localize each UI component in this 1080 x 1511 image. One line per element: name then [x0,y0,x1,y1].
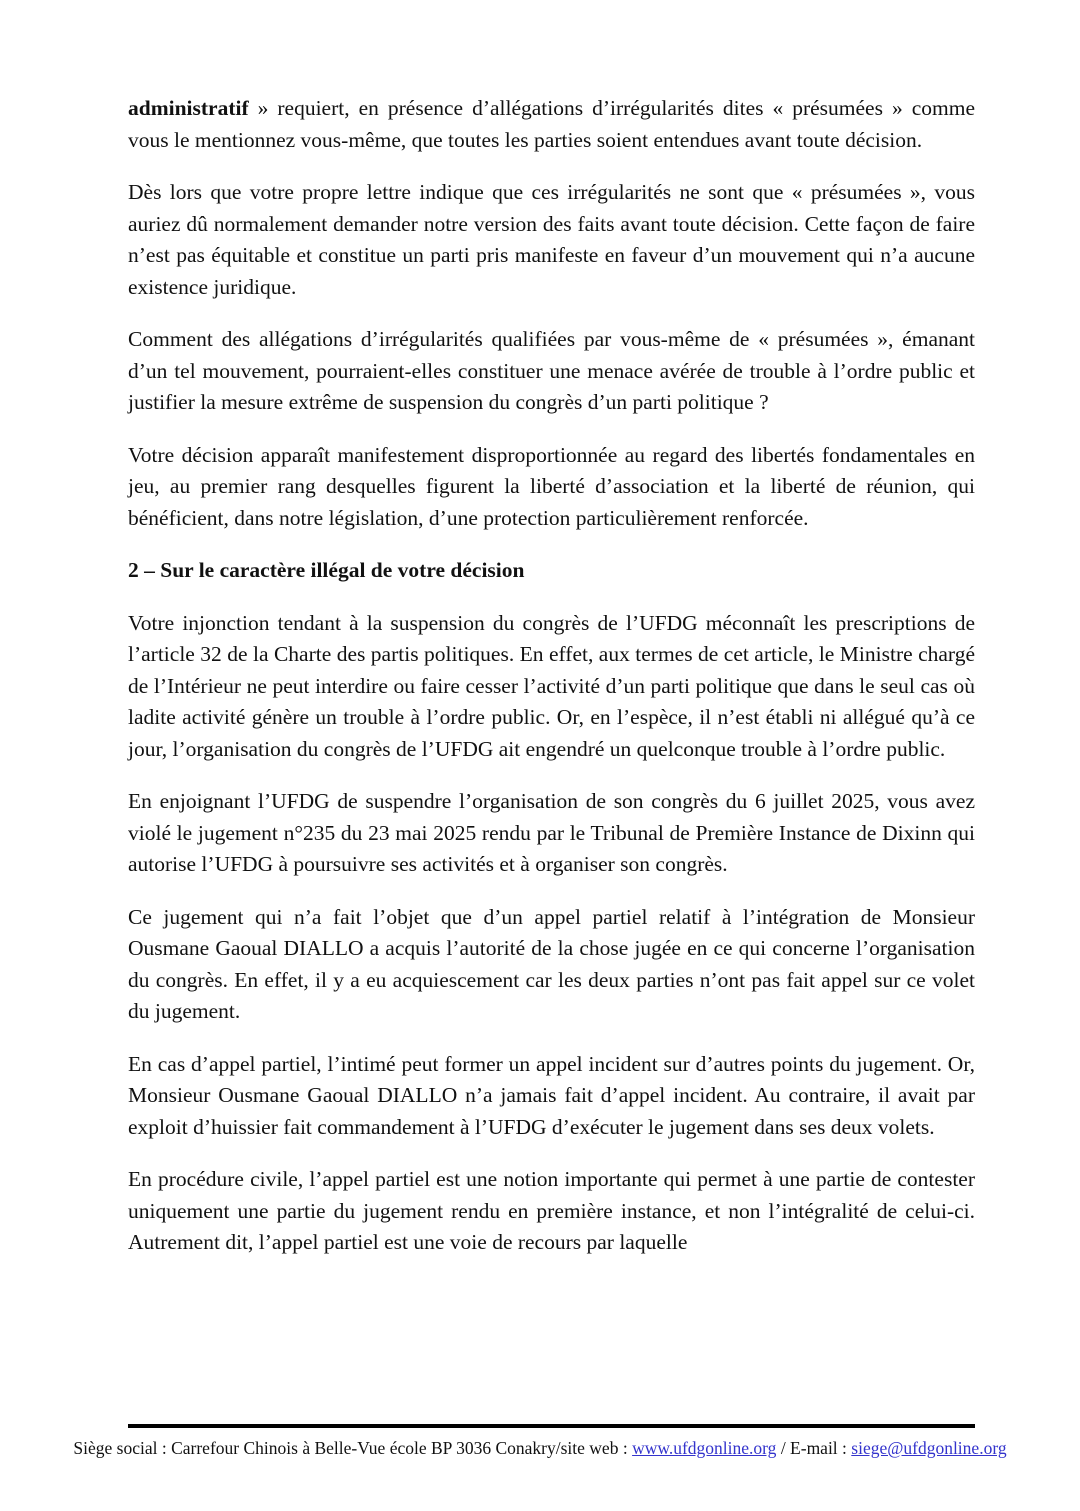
footer-address: Siège social : Carrefour Chinois à Belle-Vue école BP 3036 Conakry/site web : [73,1438,633,1458]
section-heading: 2 – Sur le caractère illégal de votre décision [128,558,525,582]
paragraph: En enjoignant l’UFDG de suspendre l’organisation de son congrès du 6 juillet 2025, vous avez violé le jugement n°235 du 23 mai 2025 rendu par le Tribunal de Première Instance de Dixinn qui autorise l’UFDG à poursuivre ses activités et à organiser son congrès. [128,789,975,876]
footer-separator: / E-mail : [776,1438,852,1458]
page-footer [0,1424,1080,1460]
footer-text [0,1436,1080,1460]
paragraph: Comment des allégations d’irrégularités qualifiées par vous-même de « présumées », émanant d’un tel mouvement, pourraient-elles constituer une menace avérée de trouble à l’ordre public et justifier la mesure extrême de suspension du congrès d’un parti politique ? [128,327,975,414]
paragraph: Votre décision apparaît manifestement disproportionnée au regard des libertés fondamentales en jeu, au premier rang desquelles figurent la liberté d’association et la liberté de réunion, qui bénéficient, dans notre législation, d’une protection particulièrement renforcée. [128,442,975,530]
paragraph-text: » requiert, en présence d’allégations d’irrégularités dites « présumées » comme vous le mentionnez vous-même, que toutes les parties soient entendues avant toute décision. [128,96,975,152]
paragraph: Dès lors que votre propre lettre indique que ces irrégularités ne sont que « présumées », vous auriez dû normalement demander notre version des faits avant toute décision. Cette façon de faire n’est pas équitable et constitue un parti pris manifeste en faveur d’un mouvement qui n’a aucune existence juridique. [128,180,975,299]
paragraph: Votre injonction tendant à la suspension du congrès de l’UFDG méconnaît les prescriptions de l’article 32 de la Charte des partis politiques. En effet, aux termes de cet article, le Ministre chargé de l’Intérieur ne peut interdire ou faire cesser l’activité d’un parti politique que dans le seul cas où ladite activité génère un trouble à l’ordre public. Or, en l’espèce, il n’est établi ni allégué qu’à ce jour, l’organisation du congrès de l’UFDG ait engendré un quelconque trouble à l’ordre public. [128,610,975,761]
paragraph: En cas d’appel partiel, l’intimé peut former un appel incident sur d’autres points du jugement. Or, Monsieur Ousmane Gaoual DIALLO n’a jamais fait d’appel incident. Au contraire, il avait par exploit d’huissier fait commandement à l’UFDG d’exécuter le jugement dans ses deux volets. [128,1051,975,1139]
bold-lead-word: administratif [128,96,249,120]
paragraph [128,93,975,156]
website-link[interactable]: www.ufdgonline.org [632,1438,777,1458]
email-link[interactable]: siege@ufdgonline.org [851,1438,1007,1458]
paragraph: En procédure civile, l’appel partiel est une notion importante qui permet à une partie de contester uniquement une partie du jugement rendu en première instance, et non l’intégralité de celui-ci. Autrement dit, l’appel partiel est une voie de recours par laquelle [128,1167,975,1254]
footer-rule [128,1424,975,1428]
letter-body [128,93,975,1280]
paragraph: Ce jugement qui n’a fait l’objet que d’un appel partiel relatif à l’intégration de Monsieur Ousmane Gaoual DIALLO a acquis l’autorité de la chose jugée en ce qui concerne l’organisation du congrès. En effet, il y a eu acquiescement car les deux parties n’ont pas fait appel sur ce volet du jugement. [128,904,975,1023]
